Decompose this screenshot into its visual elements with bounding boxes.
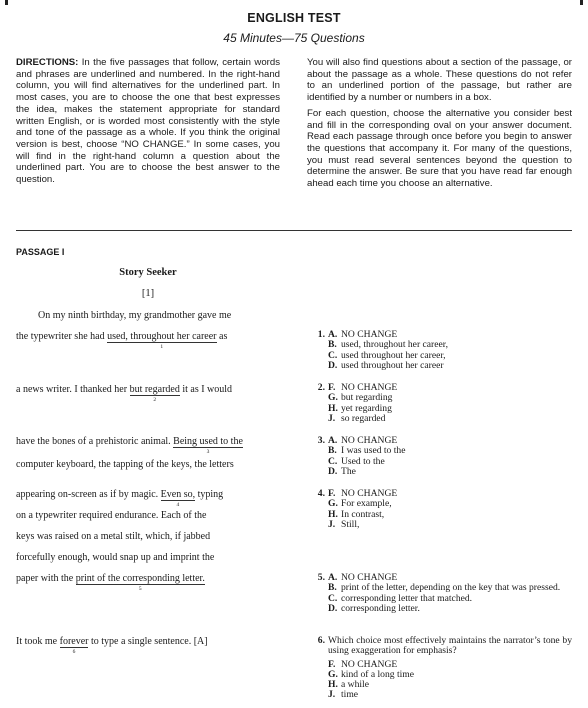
passage-text-segment: the typewriter she had: [16, 331, 108, 342]
option-text: I was used to the: [341, 445, 406, 457]
crop-mark-left: [5, 0, 8, 5]
underlined-portion-6: forever 6: [59, 636, 89, 655]
question-number: [310, 660, 328, 670]
passage-line: [16, 384, 286, 403]
question-reference-number: 3: [206, 449, 210, 455]
story-title: Story Seeker: [119, 267, 177, 278]
option-text: corresponding letter.: [341, 602, 420, 614]
question-number: [310, 351, 328, 361]
question-reference-number: 5: [138, 586, 142, 592]
option-text: In contrast,: [341, 508, 385, 520]
question-number: [310, 404, 328, 414]
option-letter: B.: [328, 582, 337, 594]
passage-line: [16, 636, 286, 655]
directions-right-p1: You will also find questions about a section of the passage, or about the passage as a whole. These questions do not refer to an underlined portion of the passage, but rather are identified by a number or numbers in a box.: [307, 57, 572, 104]
question-number: 5.: [317, 572, 325, 583]
passage-text-segment: on a typewriter required endurance. Each of the: [16, 510, 207, 521]
question-number: [310, 393, 328, 403]
underlined-portion-1: used, throughout her career 1: [107, 331, 217, 350]
question-number: [310, 670, 328, 680]
paragraph-number: [1]: [141, 288, 155, 299]
option-text: NO CHANGE: [341, 329, 398, 340]
question-number: [310, 467, 328, 477]
option-text: yet regarding: [341, 402, 392, 414]
option-text: corresponding letter that matched.: [341, 592, 473, 604]
question-number: [310, 594, 328, 604]
passage-text-segment: paper with the: [16, 573, 76, 584]
passage-line: [16, 331, 286, 350]
passage-text-segment: forcefully enough, would snap up and imprint the: [16, 552, 215, 563]
option-text: print of the letter, depending on the key that was pressed.: [341, 582, 561, 594]
option-letter: H.: [328, 679, 338, 691]
passage-text-segment: it as I would: [179, 384, 233, 395]
option-text: Used to the: [341, 455, 385, 467]
option-text: but regarding: [341, 392, 393, 404]
question-number: [310, 583, 328, 593]
test-subtitle: 45 Minutes—75 Questions: [223, 31, 365, 45]
question-number: [310, 414, 328, 424]
option-text: so regarded: [341, 412, 386, 424]
answer-option[interactable]: [310, 467, 572, 477]
option-text: NO CHANGE: [341, 488, 398, 499]
option-text: used, throughout her career,: [341, 339, 448, 351]
option-text: Still,: [341, 518, 360, 530]
question-reference-number: 4: [176, 502, 180, 508]
answer-option[interactable]: [310, 690, 572, 700]
option-letter: B.: [328, 445, 337, 457]
option-text: a while: [341, 679, 369, 691]
crop-mark-right: [580, 0, 583, 5]
directions-right-p2: For each question, choose the alternative you consider best and fill in the corresponding oval on your answer document. Read each passage through once before you begin to answer the questions that accompany it. For many of the questions, you must read several sentences beyond the question to determine the answer. Be sure that you have read far enough ahead each time you choose an alternative.: [307, 107, 572, 190]
question-reference-number: 1: [160, 344, 164, 350]
passage-text-segment: typing: [195, 489, 224, 500]
passage-text-segment: On my ninth birthday, my grandmother gave me: [38, 310, 232, 321]
question-number: 2.: [317, 382, 325, 393]
option-text: NO CHANGE: [341, 382, 398, 393]
option-letter: H.: [328, 508, 338, 520]
option-letter: F.: [328, 658, 336, 670]
question-1: [310, 330, 572, 371]
question-number: [310, 604, 328, 614]
question-number: 1.: [317, 329, 325, 340]
directions-lead: DIRECTIONS:: [16, 57, 79, 68]
option-letter: G.: [328, 668, 338, 680]
option-letter: A.: [328, 435, 338, 446]
question-stem-row: [310, 636, 572, 660]
directions-right: [307, 57, 572, 194]
option-letter: A.: [328, 572, 338, 583]
option-letter: H.: [328, 402, 338, 414]
question-reference-number: 6: [72, 649, 76, 655]
option-letter: D.: [328, 465, 338, 477]
option-letter: F.: [328, 488, 336, 499]
passage-line: [16, 573, 286, 592]
answer-option[interactable]: [310, 414, 572, 424]
passage-text-segment: keys was raised on a metal stilt, which, if jabbed: [16, 531, 211, 542]
directions-left: [16, 57, 280, 190]
passage-line: [16, 459, 286, 471]
directions-text: In the five passages that follow, certain words and phrases are underlined and numbered. In the right-hand column, you will find alternatives for the underlined part. In most cases, you are to choose the one that best expresses the idea, makes the statement appropriate for standard written English, or is worded most consistently with the style and tone of the passage as a whole. If you think the original version is best, choose “NO CHANGE.” In some cases, you will find in the right-hand column a question about the underlined part. You are to choose the best answer to the question.: [16, 57, 280, 186]
question-6: [310, 636, 572, 701]
question-number: [310, 520, 328, 530]
question-number: [310, 499, 328, 509]
passage-text-segment: a news writer. I thanked her: [16, 384, 130, 395]
passage-text-segment: It took me: [16, 636, 60, 647]
option-letter: F.: [328, 382, 336, 393]
option-letter: C.: [328, 592, 338, 604]
question-3: [310, 436, 572, 477]
option-letter: A.: [328, 329, 338, 340]
option-letter: J.: [328, 518, 336, 530]
option-letter: G.: [328, 498, 338, 510]
option-letter: C.: [328, 349, 338, 361]
underlined-portion-4: Even so, 4: [160, 489, 196, 508]
passage-line: [16, 489, 286, 508]
underlined-portion-3: Being used to the 3: [173, 436, 243, 455]
passage-line: [16, 310, 308, 322]
question-2: [310, 383, 572, 424]
answer-option[interactable]: [310, 520, 572, 530]
question-number: [310, 361, 328, 371]
section-divider: [16, 230, 572, 231]
directions-paragraph: [16, 57, 280, 186]
question-number: [310, 446, 328, 456]
question-4: [310, 489, 572, 530]
question-number: 4.: [317, 488, 325, 499]
option-text: used throughout her career: [341, 359, 444, 371]
option-text: used throughout her career,: [341, 349, 446, 361]
option-letter: J.: [328, 412, 336, 424]
answer-option[interactable]: [310, 361, 572, 371]
passage-text-segment: to type a single sentence. [A]: [88, 636, 208, 647]
test-title: ENGLISH TEST: [247, 11, 341, 25]
question-number: [310, 510, 328, 520]
option-letter: G.: [328, 392, 338, 404]
passage-text-segment: appearing on-screen as if by magic.: [16, 489, 161, 500]
option-text: NO CHANGE: [341, 435, 398, 446]
option-text: The: [341, 465, 356, 477]
passage-line: [16, 510, 286, 522]
option-letter: D.: [328, 602, 338, 614]
option-text: kind of a long time: [341, 668, 415, 680]
passage-text-segment: computer keyboard, the tapping of the keys, the letters: [16, 459, 234, 470]
question-number: 3.: [317, 435, 325, 446]
question-number: 6.: [317, 635, 325, 646]
passage-line: [16, 552, 286, 564]
option-letter: C.: [328, 455, 338, 467]
answer-option[interactable]: [310, 604, 572, 614]
question-number: [310, 680, 328, 690]
option-text: NO CHANGE: [341, 658, 398, 670]
passage-line: [16, 531, 286, 543]
underlined-portion-2: but regarded 2: [129, 384, 180, 403]
question-reference-number: 2: [153, 397, 157, 403]
option-text: NO CHANGE: [341, 572, 398, 583]
question-5: [310, 573, 572, 614]
option-letter: D.: [328, 359, 338, 371]
passage-text-segment: have the bones of a prehistoric animal.: [16, 436, 174, 447]
underlined-portion-5: print of the corresponding letter. 5: [75, 573, 205, 592]
passage-text-segment: as: [216, 331, 228, 342]
question-number: [310, 690, 328, 700]
question-stem: Which choice most effectively maintains the narrator’s tone by using exaggeration for emphasis?: [328, 635, 572, 657]
option-text: time: [341, 689, 359, 701]
passage-line: [16, 436, 286, 455]
passage-heading: PASSAGE I: [16, 247, 65, 257]
question-number: [310, 457, 328, 467]
option-letter: J.: [328, 689, 336, 701]
option-letter: B.: [328, 339, 337, 351]
question-number: [310, 340, 328, 350]
option-text: For example,: [341, 498, 392, 510]
